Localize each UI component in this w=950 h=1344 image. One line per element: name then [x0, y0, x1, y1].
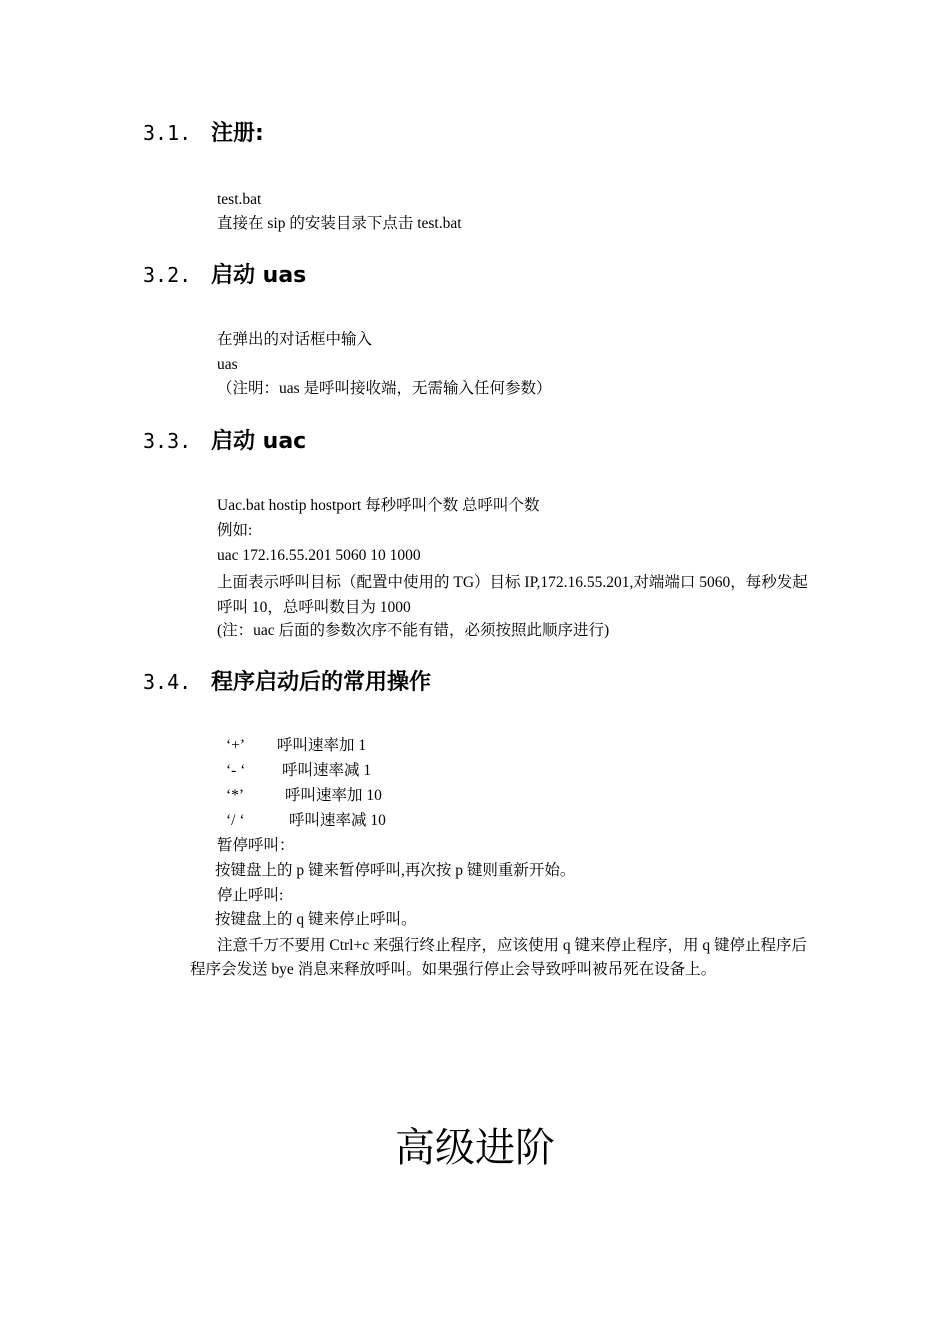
paragraph-line: 上面表示呼叫目标（配置中使用的 TG）目标 IP,172.16.55.201,对端端口 5060，每秒发起呼叫 10，总呼叫数目为 1000: [217, 574, 808, 616]
section-number: 3.1.: [143, 121, 192, 145]
section-title: 启动 uas: [211, 263, 307, 288]
paragraph-line: 在弹出的对话框中输入: [217, 331, 373, 348]
op-desc: 呼叫速率加 1: [277, 737, 367, 754]
paragraph-line: uac 172.16.55.201 5060 10 1000: [217, 547, 421, 564]
section-number: 3.4.: [143, 670, 192, 694]
advanced-title: 高级进阶: [395, 1125, 555, 1171]
note-paragraph: 注意千万不要用 Ctrl+c 来强行终止程序，应该使用 q 键来停止程序，用 q 键停止程序后程序会发送 bye 消息来释放呼叫。如果强行停止会导致呼叫被吊死在设备上。: [190, 937, 807, 978]
paragraph-line: 按键盘上的 q 键来停止呼叫。: [215, 911, 417, 928]
op-key: ‘/ ‘: [226, 812, 245, 829]
paragraph-line: (注：uac 后面的参数次序不能有错，必须按照此顺序进行): [217, 622, 610, 639]
paragraph-line: Uac.bat hostip hostport 每秒呼叫个数 总呼叫个数: [217, 497, 540, 514]
paragraph-line: test.bat: [217, 191, 262, 208]
op-key: ‘- ‘: [226, 762, 246, 779]
paragraph-line: （注明：uas 是呼叫接收端，无需输入任何参数）: [217, 380, 552, 397]
section-title: 启动 uac: [211, 429, 307, 454]
section-3-3-heading: [143, 428, 306, 455]
op-desc: 呼叫速率减 10: [289, 812, 386, 829]
section-title: 注册:: [211, 121, 264, 146]
paragraph-line: 例如:: [217, 522, 253, 539]
section-3-1-heading: [143, 120, 264, 147]
paragraph-line: 停止呼叫:: [217, 887, 284, 904]
section-3-4-heading: [143, 669, 431, 696]
paragraph-line: uas: [217, 356, 238, 373]
section-title: 程序启动后的常用操作: [211, 670, 432, 695]
paragraph-line: 暂停呼叫：: [217, 837, 295, 854]
paragraph-line: 按键盘上的 p 键来暂停呼叫,再次按 p 键则重新开始。: [215, 862, 576, 879]
op-desc: 呼叫速率加 10: [285, 787, 382, 804]
section-number: 3.2.: [143, 263, 192, 287]
op-key: ‘*’: [226, 787, 245, 804]
op-desc: 呼叫速率减 1: [282, 762, 372, 779]
paragraph-line: 直接在 sip 的安装目录下点击 test.bat: [217, 215, 462, 232]
op-key: ‘+’: [226, 737, 246, 754]
section-number: 3.3.: [143, 429, 192, 453]
section-3-2-heading: [143, 262, 306, 289]
